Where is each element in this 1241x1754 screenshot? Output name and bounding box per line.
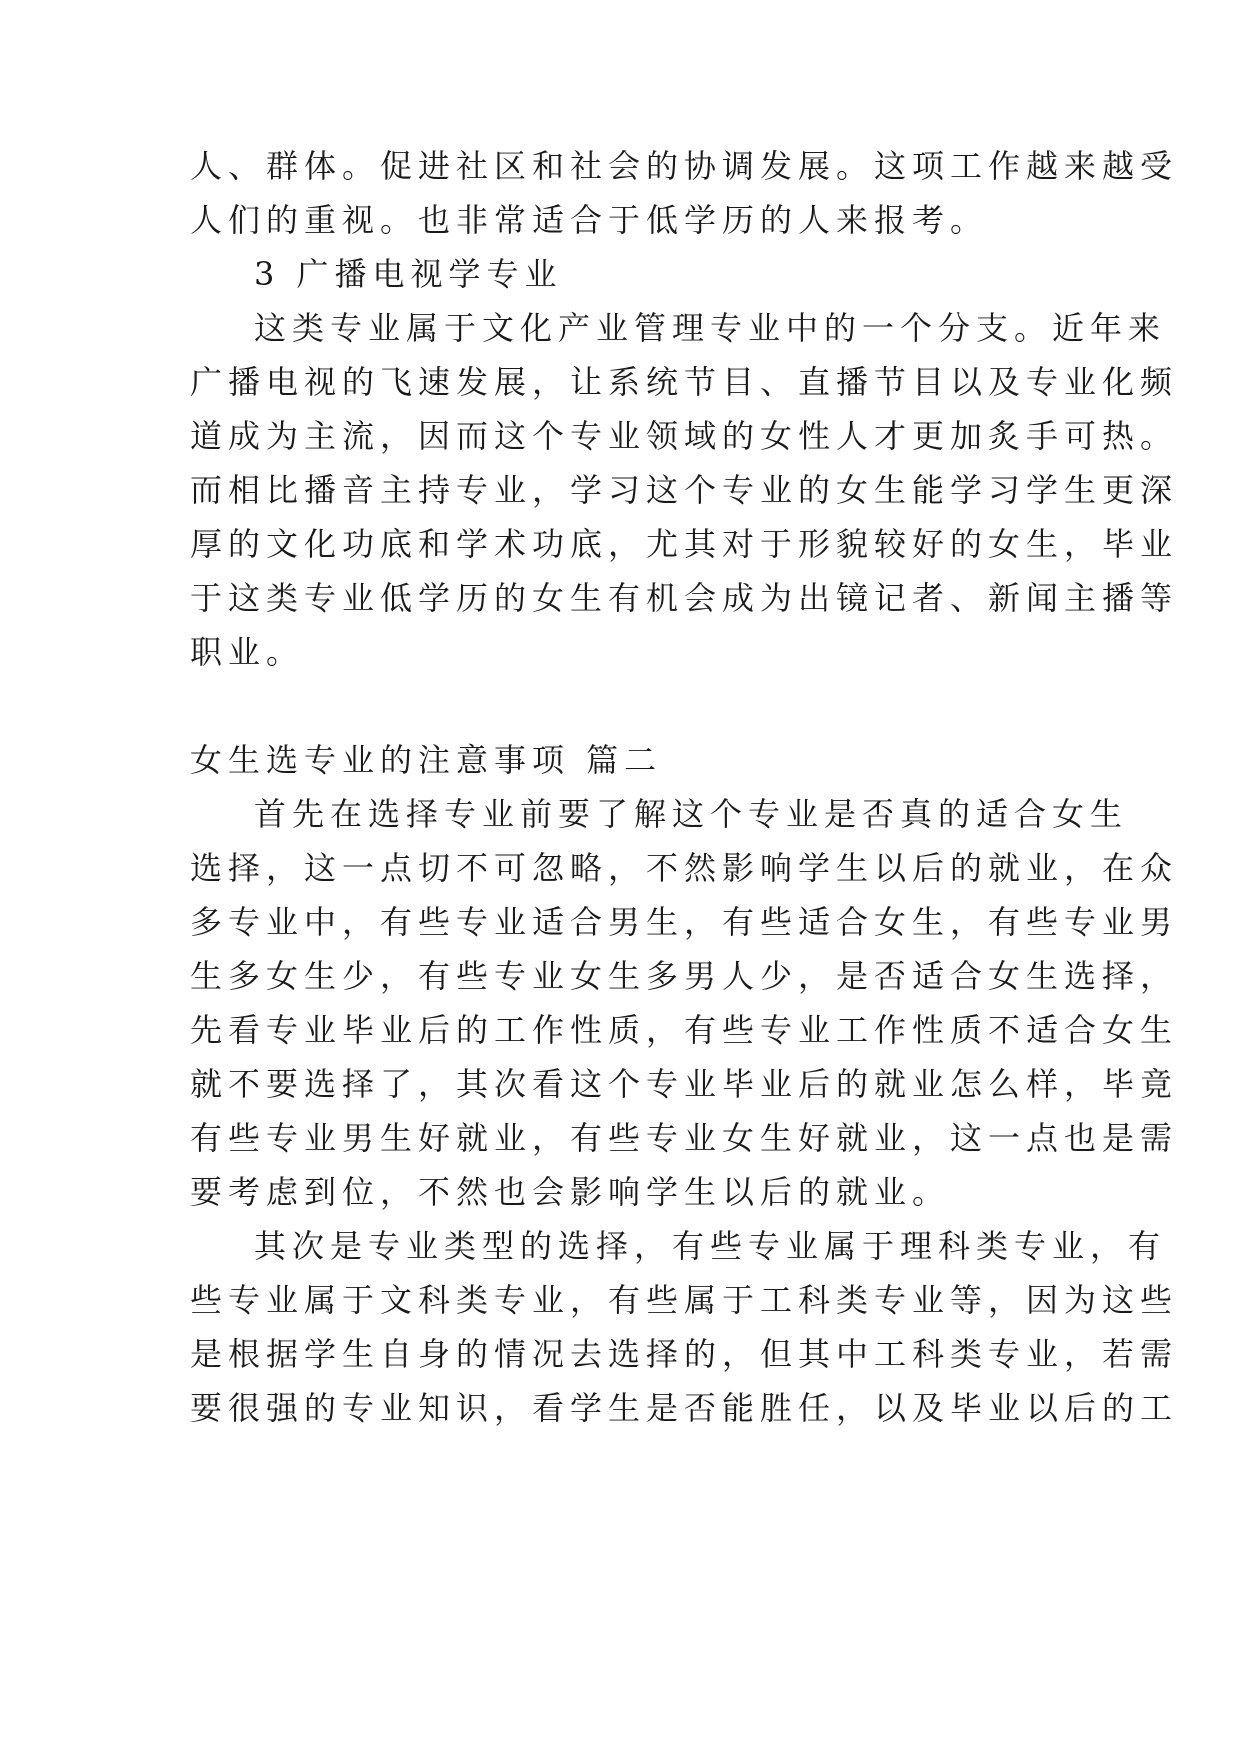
subheading: 3 广播电视学专业 bbox=[254, 255, 563, 293]
paragraph-line: 而相比播音主持专业，学习这个专业的女生能学习学生更深 bbox=[190, 471, 1179, 509]
paragraph-line: 就不要选择了，其次看这个专业毕业后的就业怎么样，毕竟 bbox=[190, 1065, 1179, 1103]
paragraph-line: 其次是专业类型的选择，有些专业属于理科类专业，有 bbox=[254, 1227, 1167, 1265]
paragraph-line: 要考虑到位，不然也会影响学生以后的就业。 bbox=[190, 1173, 951, 1211]
paragraph-line: 厚的文化功底和学术功底，尤其对于形貌较好的女生，毕业 bbox=[190, 525, 1179, 563]
paragraph-line: 道成为主流，因而这个专业领域的女性人才更加炙手可热。 bbox=[190, 417, 1179, 455]
paragraph-line: 于这类专业低学历的女生有机会成为出镜记者、新闻主播等 bbox=[190, 579, 1179, 617]
paragraph-line: 这类专业属于文化产业管理专业中的一个分支。近年来 bbox=[254, 309, 1167, 347]
paragraph-line: 多专业中，有些专业适合男生，有些适合女生，有些专业男 bbox=[190, 903, 1179, 941]
paragraph-line: 些专业属于文科类专业，有些属于工科类专业等，因为这些 bbox=[190, 1281, 1179, 1319]
paragraph-line: 生多女生少，有些专业女生多男人少，是否适合女生选择， bbox=[190, 957, 1179, 995]
paragraph-line: 要很强的专业知识，看学生是否能胜任，以及毕业以后的工 bbox=[190, 1389, 1179, 1427]
paragraph-line: 广播电视的飞速发展，让系统节目、直播节目以及专业化频 bbox=[190, 363, 1179, 401]
paragraph-line: 是根据学生自身的情况去选择的，但其中工科类专业，若需 bbox=[190, 1335, 1179, 1373]
paragraph-line: 职业。 bbox=[190, 633, 305, 671]
section-title: 女生选专业的注意事项 篇二 bbox=[190, 741, 663, 779]
paragraph-line: 首先在选择专业前要了解这个专业是否真的适合女生 bbox=[254, 795, 1129, 833]
paragraph-line: 人、群体。促进社区和社会的协调发展。这项工作越来越受 bbox=[190, 147, 1179, 185]
paragraph-line: 有些专业男生好就业，有些专业女生好就业，这一点也是需 bbox=[190, 1119, 1179, 1157]
paragraph-line: 人们的重视。也非常适合于低学历的人来报考。 bbox=[190, 201, 989, 239]
paragraph-line: 先看专业毕业后的工作性质，有些专业工作性质不适合女生 bbox=[190, 1011, 1179, 1049]
paragraph-line: 选择，这一点切不可忽略，不然影响学生以后的就业，在众 bbox=[190, 849, 1179, 887]
